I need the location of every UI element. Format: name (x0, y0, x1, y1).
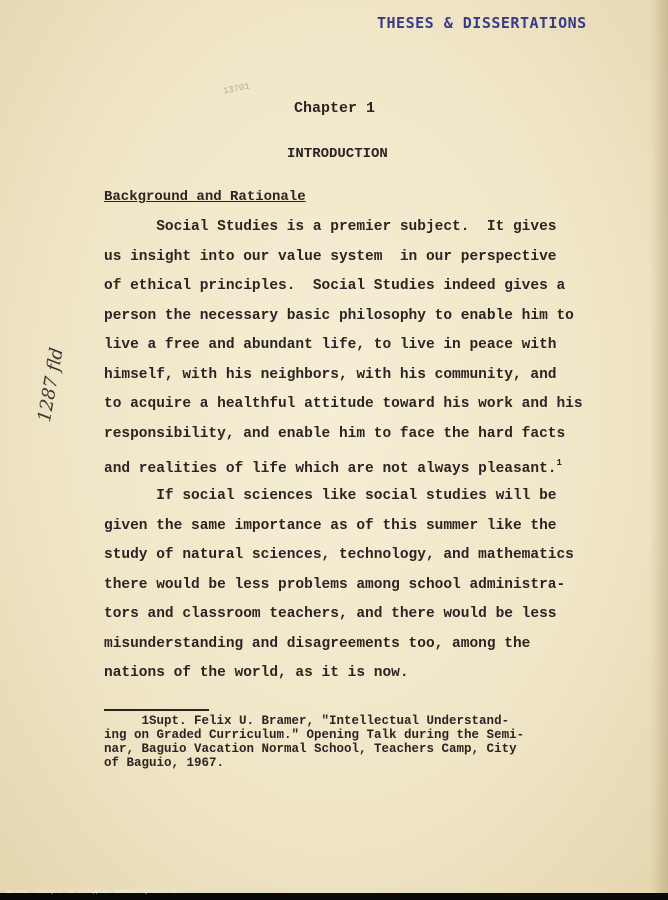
paragraph-line: study of natural sciences, technology, and mathematics (104, 547, 574, 563)
paragraph-line: himself, with his neighbors, with his community, and (104, 366, 557, 383)
paragraph-line: to acquire a healthful attitude toward his work and his (104, 396, 583, 412)
subsection-heading: Background and Rationale (104, 189, 306, 205)
footnote-line: nar, Baguio Vacation Normal School, Teachers Camp, City (104, 742, 517, 756)
footnote-line: 1Supt. Felix U. Bramer, "Intellectual Understand- (104, 714, 510, 728)
paragraph-line: there would be less problems among school administra- (104, 576, 566, 593)
footnote (104, 714, 624, 770)
handwritten-margin-note: 1287 fld (34, 346, 68, 424)
paragraph-line: live a free and abundant life, to live in peace with (104, 337, 557, 353)
chapter-title: Chapter 1 (294, 100, 376, 117)
paragraph-1 (104, 213, 624, 485)
page-edge-shadow (650, 0, 668, 900)
scan-source-label: National Library of the Philippines BAGFBSECCEQEF1E0F7.tif (6, 889, 181, 895)
paragraph-line: us insight into our value system in our perspective (104, 248, 557, 265)
paragraph-line: given the same importance as of this summer like the (104, 517, 557, 534)
footnote-marker: 1 (556, 458, 562, 468)
faint-pencil-mark: 13701 (222, 81, 251, 97)
paragraph-line: of ethical principles. Social Studies indeed gives a (104, 278, 566, 294)
footnote-divider (104, 709, 209, 711)
theses-dissertations-stamp: THESES & DISSERTATIONS (377, 14, 587, 32)
section-title-introduction: INTRODUCTION (287, 146, 388, 162)
paragraph-line: responsibility, and enable him to face the hard facts (104, 425, 566, 442)
paragraph-line: nations of the world, as it is now. (104, 665, 409, 681)
paragraph-line: If social sciences like social studies will be (104, 488, 557, 504)
paragraph-line: person the necessary basic philosophy to enable him to (104, 307, 574, 324)
paragraph-line-last (104, 449, 624, 485)
footnote-line: of Baguio, 1967. (104, 756, 225, 770)
paragraph-line: tors and classroom teachers, and there would be less (104, 606, 557, 622)
paragraph-2 (104, 482, 624, 689)
paragraph-line-text: and realities of life which are not always pleasant. (104, 461, 557, 477)
paragraph-line: Social Studies is a premier subject. It gives (104, 219, 557, 235)
footnote-line: ing on Graded Curriculum." Opening Talk during the Semi- (104, 728, 525, 742)
paragraph-line: misunderstanding and disagreements too, among the (104, 635, 531, 652)
